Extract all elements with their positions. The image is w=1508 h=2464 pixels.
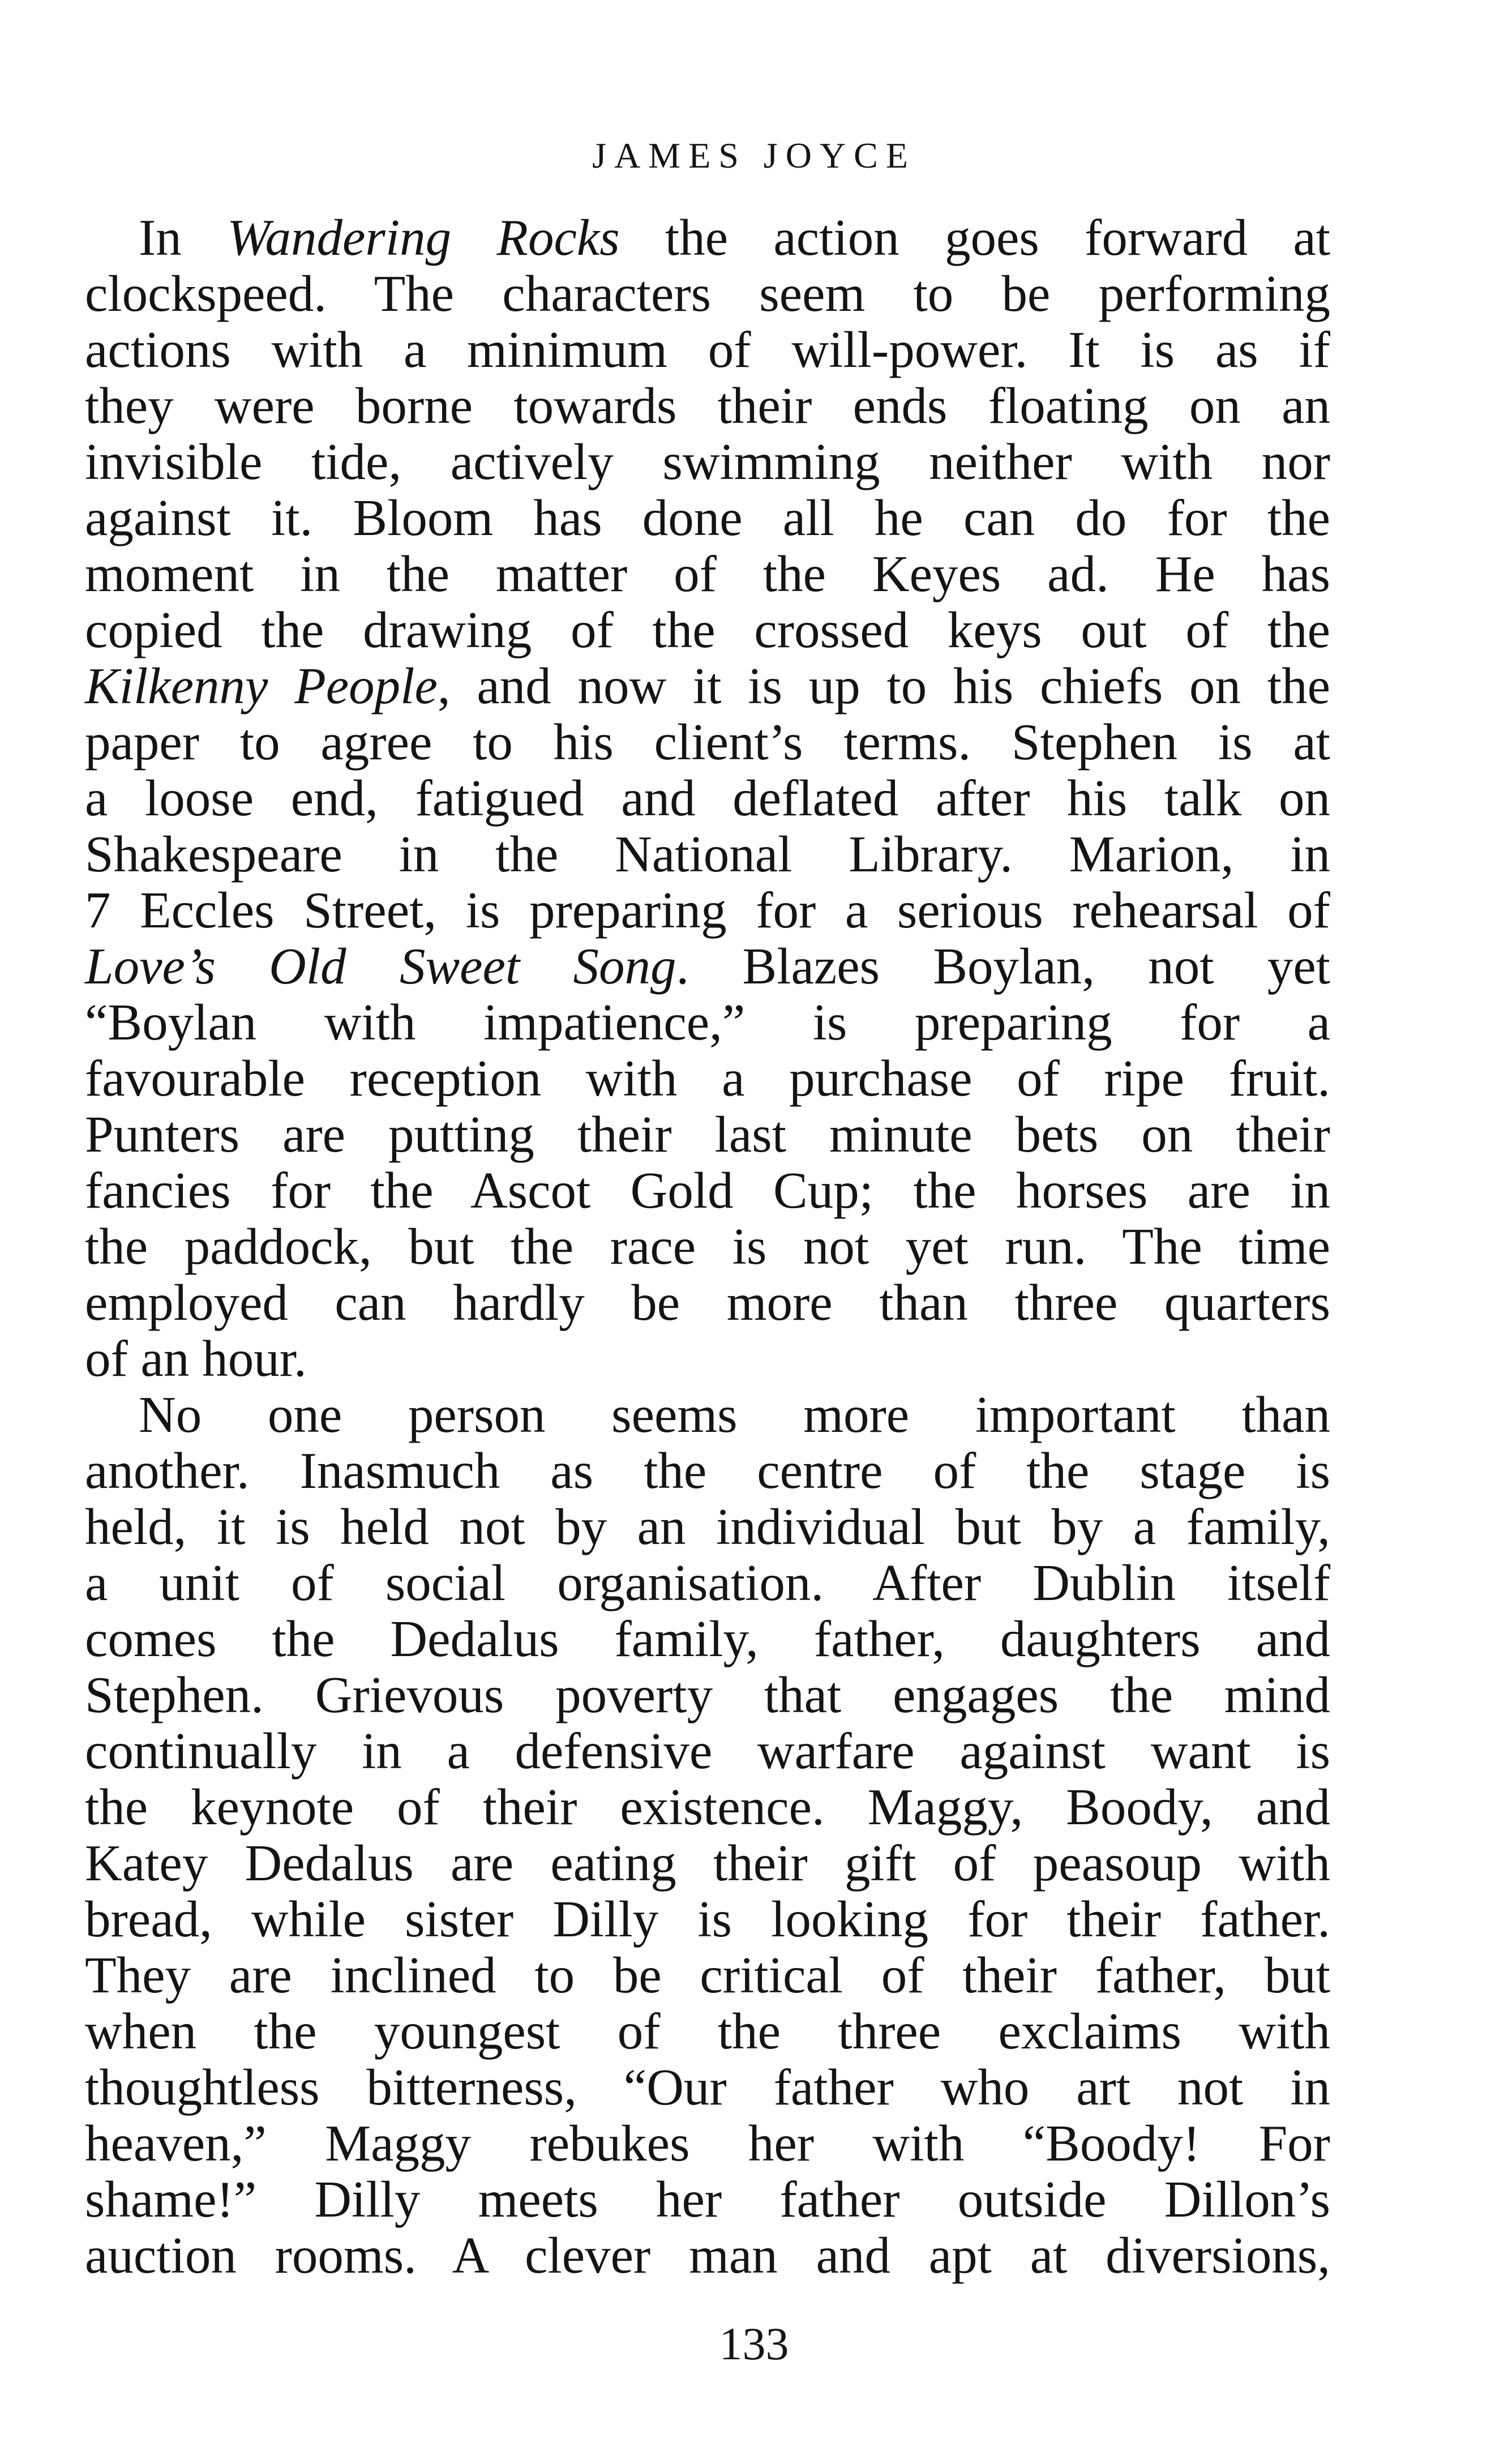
text-run: heaven,” Maggy rebukes her with “Boody! For xyxy=(85,2115,1330,2172)
text-line xyxy=(85,2059,1330,2115)
text-line xyxy=(85,1274,1330,1331)
text-run: clockspeed. The characters seem to be performing xyxy=(85,265,1330,322)
text-run: They are inclined to be critical of their father, but xyxy=(85,1947,1330,2004)
text-run: against it. Bloom has done all he can do for the xyxy=(85,489,1330,546)
text-line xyxy=(85,658,1330,714)
text-run: they were borne towards their ends floating on an xyxy=(85,377,1330,434)
text-run: invisible tide, actively swimming neither with nor xyxy=(85,433,1330,490)
text-line xyxy=(85,322,1330,378)
body-text xyxy=(85,209,1330,2283)
text-line xyxy=(85,266,1330,322)
text-run: when the youngest of the three exclaims with xyxy=(85,2003,1330,2060)
text-line xyxy=(85,602,1330,658)
text-run: , and now it is up to his chiefs on the xyxy=(437,657,1330,715)
text-run: of an hour. xyxy=(85,1330,307,1387)
italic-title: Love’s Old Sweet Song xyxy=(85,938,676,995)
text-run: 7 Eccles Street, is preparing for a serious rehearsal of xyxy=(85,882,1330,939)
text-run: held, it is held not by an individual but by a family, xyxy=(85,1498,1330,1555)
text-run: employed can hardly be more than three quarters xyxy=(85,1274,1330,1331)
text-run: Shakespeare in the National Library. Marion, in xyxy=(85,825,1330,883)
text-line xyxy=(85,826,1330,882)
text-line xyxy=(85,938,1330,994)
text-line xyxy=(85,1555,1330,1611)
text-run: the keynote of their existence. Maggy, Boody, and xyxy=(85,1778,1330,1836)
text-line xyxy=(85,546,1330,602)
text-run: . Blazes Boylan, not yet xyxy=(676,938,1330,995)
italic-title: Kilkenny People xyxy=(85,657,438,715)
text-run: paper to agree to his client’s terms. Stephen is at xyxy=(85,713,1330,771)
text-line xyxy=(85,490,1330,546)
text-line xyxy=(85,378,1330,434)
text-line xyxy=(85,770,1330,826)
text-line xyxy=(85,1387,1330,1443)
text-line xyxy=(85,1050,1330,1106)
text-run: the action goes forward at xyxy=(619,209,1331,266)
text-line xyxy=(85,2227,1330,2283)
text-line xyxy=(85,1106,1330,1162)
text-line xyxy=(85,1611,1330,1667)
text-run: In xyxy=(139,209,228,266)
text-line xyxy=(85,2003,1330,2059)
text-run: the paddock, but the race is not yet run. The time xyxy=(85,1218,1330,1275)
text-run: fancies for the Ascot Gold Cup; the horses are in xyxy=(85,1162,1330,1219)
text-line xyxy=(85,1835,1330,1891)
text-run: No one person seems more important than xyxy=(139,1386,1330,1443)
text-line xyxy=(85,2115,1330,2171)
text-run: a unit of social organisation. After Dublin itself xyxy=(85,1554,1330,1611)
text-line xyxy=(85,1667,1330,1723)
text-run: Stephen. Grievous poverty that engages the mind xyxy=(85,1666,1330,1723)
text-run: copied the drawing of the crossed keys out of the xyxy=(85,601,1330,658)
text-line xyxy=(85,1162,1330,1218)
text-run: “Boylan with impatience,” is preparing for a xyxy=(85,994,1330,1051)
text-line xyxy=(85,994,1330,1050)
running-head: JAMES JOYCE xyxy=(592,135,916,176)
text-line xyxy=(85,1947,1330,2003)
text-line xyxy=(85,1723,1330,1779)
text-run: moment in the matter of the Keyes ad. He has xyxy=(85,545,1330,602)
text-line xyxy=(85,434,1330,490)
text-line xyxy=(85,1443,1330,1499)
page-number: 133 xyxy=(719,2318,789,2369)
text-line xyxy=(85,1499,1330,1555)
text-run: comes the Dedalus family, father, daughters and xyxy=(85,1610,1330,1667)
text-run: a loose end, fatigued and deflated after his talk on xyxy=(85,769,1330,827)
text-run: favourable reception with a purchase of ripe fruit. xyxy=(85,1050,1330,1107)
text-run: Punters are putting their last minute bets on their xyxy=(85,1106,1330,1163)
text-run: bread, while sister Dilly is looking for their father. xyxy=(85,1890,1330,1948)
text-line xyxy=(85,1331,1330,1387)
text-line xyxy=(85,1891,1330,1947)
italic-title: Wandering Rocks xyxy=(227,209,620,266)
text-run: thoughtless bitterness, “Our father who art not in xyxy=(85,2059,1330,2116)
text-line xyxy=(85,1218,1330,1274)
text-run: auction rooms. A clever man and apt at diversions, xyxy=(85,2227,1330,2284)
text-line xyxy=(85,209,1330,266)
text-line xyxy=(85,714,1330,770)
text-run: shame!” Dilly meets her father outside Dillon’s xyxy=(85,2171,1330,2228)
text-line xyxy=(85,1779,1330,1835)
text-run: continually in a defensive warfare against want is xyxy=(85,1722,1330,1779)
text-line xyxy=(85,2171,1330,2227)
text-run: Katey Dedalus are eating their gift of peasoup with xyxy=(85,1834,1330,1892)
text-run: another. Inasmuch as the centre of the stage is xyxy=(85,1442,1330,1499)
text-line xyxy=(85,882,1330,938)
text-run: actions with a minimum of will-power. It is as if xyxy=(85,321,1330,378)
